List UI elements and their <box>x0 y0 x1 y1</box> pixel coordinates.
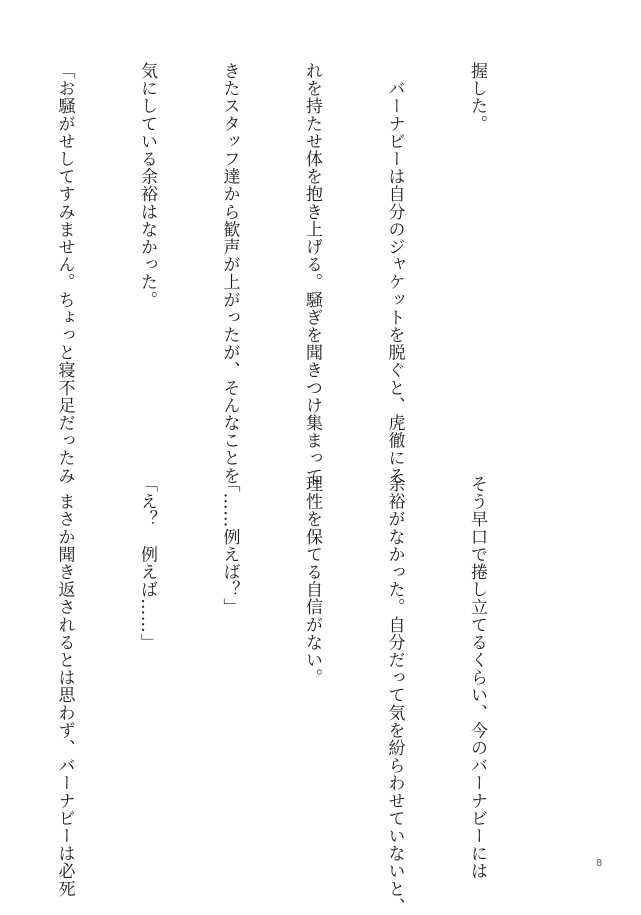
lower-text-block <box>0 475 545 915</box>
text-line: バーナビーは自分のジャケットを脱ぐと、虎徹にそ <box>384 62 405 485</box>
page-number: 8 <box>596 858 603 869</box>
text-line: そう早口で捲し立てるくらい、今のバーナビーには <box>467 475 487 880</box>
text-line: 「……例えば？」 <box>219 475 240 616</box>
text-line: まさか聞き返されるとは思わず、バーナビーは必死 <box>54 475 75 898</box>
text-line: 気にしている余裕はなかった。 <box>137 62 157 309</box>
text-line: 「お騒がせしてすみません。ちょっと寝不足だったみ <box>54 62 75 485</box>
text-line: きたスタッフ達から歓声が上がったが、そんなことを <box>219 62 240 485</box>
upper-text-block <box>0 62 545 485</box>
text-line: 余裕がなかった。自分だって気を紛らわせていないと、 <box>384 475 405 915</box>
text-line: れを持たせ体を抱き上げる。騒ぎを聞きつけ集まって <box>302 62 322 485</box>
text-line: 握した。 <box>467 62 487 133</box>
text-line: 理性を保てる自信がない。 <box>302 475 322 687</box>
text-line: 「え？ 例えば……」 <box>137 475 157 651</box>
